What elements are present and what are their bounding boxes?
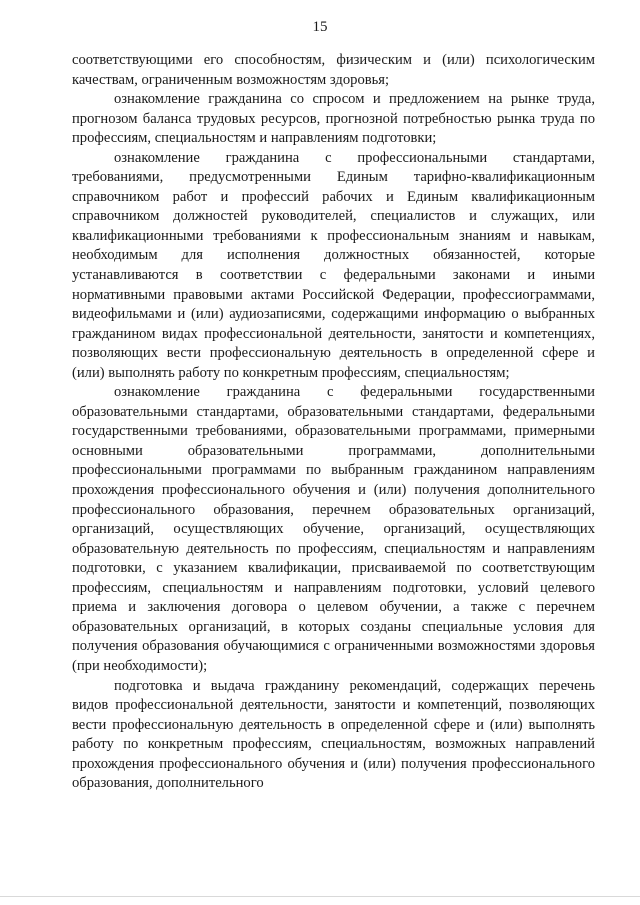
paragraph-recommendations: подготовка и выдача гражданину рекомендаций, содержащих перечень видов профессиональной деятельности, занятости и компетенций, позволяющих вести профессиональную деятельность в определенной сфере и (или) выполнять работу по конкретным профессиям, специальностям, возможных направлений прохождения профессионального обучения и (или) получения профессионального образования, дополнительного [72, 677, 595, 792]
page-bottom-edge [0, 896, 640, 897]
document-body [72, 51, 595, 794]
paragraph-professional-standards: ознакомление гражданина с профессиональными стандартами, требованиями, предусмотренными Единым тарифно-квалификационным справочником работ и профессий рабочих и Единым квалификационным справочником должностей руководителей, специалистов и служащих, или квалификационными требованиями к профессиональным знаниям и навыкам, необходимым для исполнения должностных обязанностей, которые устанавливаются в соответствии с федеральными законами и иными нормативными правовыми актами Российской Федерации, профессиограммами, видеофильмами и (или) аудиозаписями, содержащими информацию о выбранных гражданином видах профессиональной деятельности, занятости и компетенциях, позволяющих вести профессиональную деятельность в определенной сфере и (или) выполнять работу по конкретным профессиям, специальностям; [72, 149, 595, 381]
paragraph-continuation: соответствующими его способностям, физическим и (или) психологическим качествам, ограниченным возможностям здоровья; [72, 52, 595, 88]
paragraph-educational-standards: ознакомление гражданина с федеральными государственными образовательными стандартами, образовательными стандартами, федеральными государственными требованиями, образовательными программами, примерными основными образовательными программами, дополнительными профессиональными программами по выбранным гражданином направлениям прохождения профессионального обучения и (или) получения дополнительного профессионального образования, перечнем образовательных организаций, организаций, осуществляющих обучение, организаций, осуществляющих образовательную деятельность по профессиям, специальностям и направлениям подготовки, с указанием квалификации, присваиваемой по соответствующим профессиям, специальностям и направлениям подготовки, условий целевого приема и заключения договора о целевом обучении, а также с перечнем образовательных организаций, в которых созданы специальные условия для получения образования обучающимися с ограниченными возможностями здоровья (при необходимости); [72, 384, 595, 674]
paragraph-labor-market: ознакомление гражданина со спросом и предложением на рынке труда, прогнозом баланса трудовых ресурсов, прогнозной потребностью рынка труда по профессиям, специальностям и направлениям подготовки; [72, 91, 595, 147]
page-number: 15 [312, 19, 328, 35]
